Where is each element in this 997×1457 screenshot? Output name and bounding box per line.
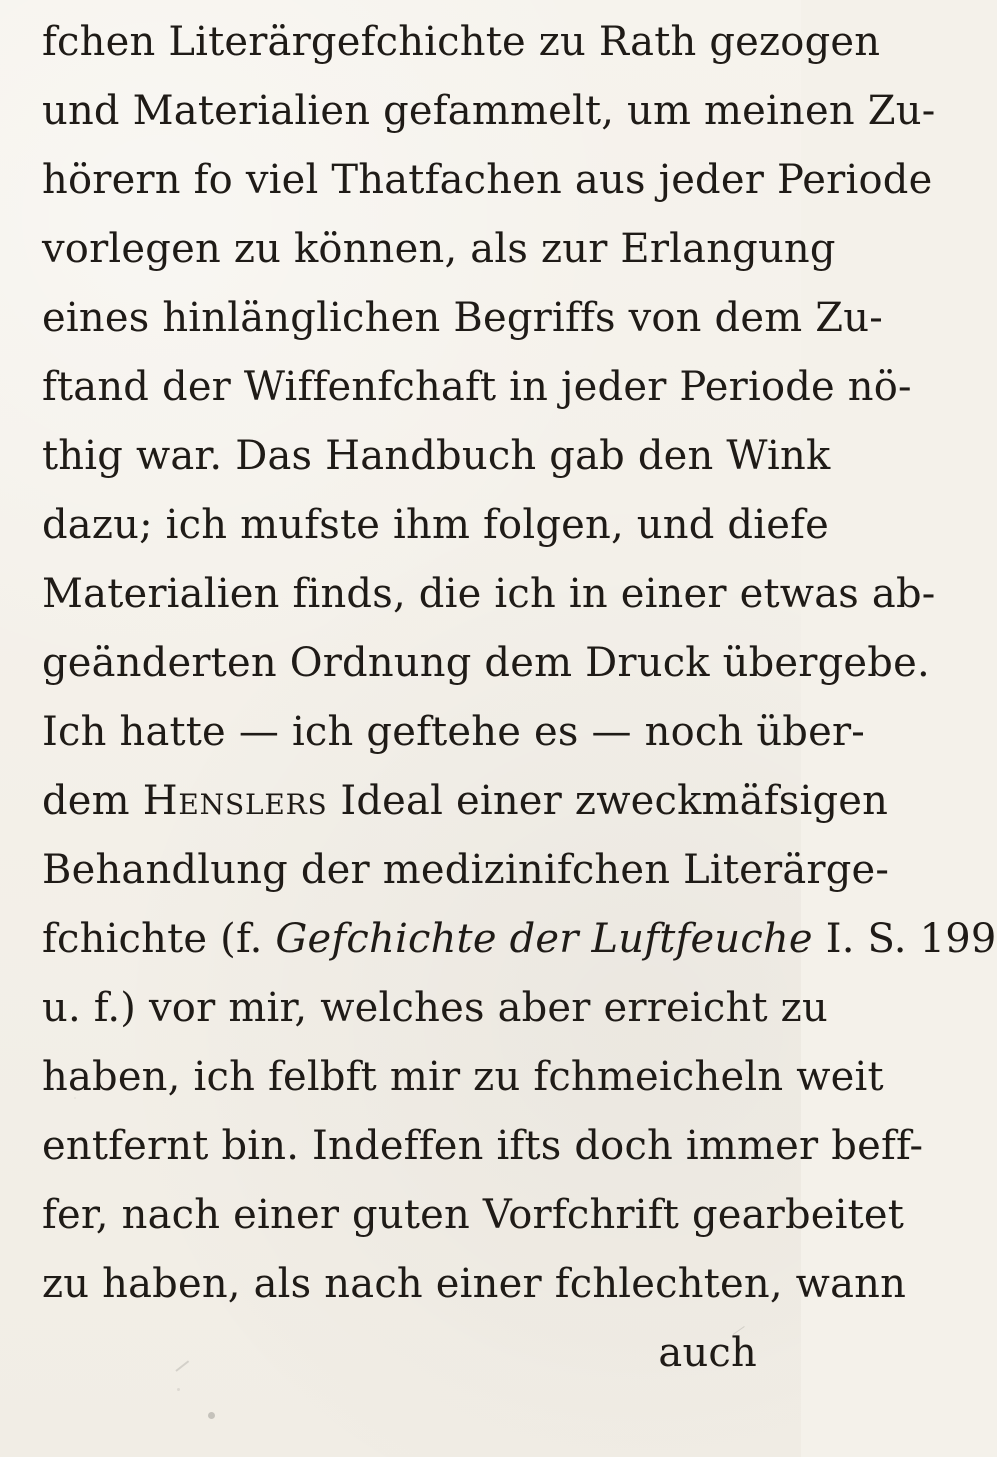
text-line-7: thig war. Das Handbuch gab den Wink bbox=[42, 433, 831, 479]
text-line-4: vorlegen zu können, als zur Erlangung bbox=[42, 226, 836, 272]
text-line-12-before: dem bbox=[42, 778, 143, 824]
text-line-18: fer, nach einer guten Vorfchrift gearbeitet bbox=[42, 1192, 905, 1238]
text-line-12-after: Ideal einer zweckmäfsigen bbox=[327, 778, 889, 824]
paper-speck bbox=[595, 1265, 598, 1268]
text-line-14-before: fchichte (f. bbox=[42, 916, 276, 962]
text-line-19: zu haben, als nach einer fchlechten, wann bbox=[42, 1261, 907, 1307]
text-line-14 bbox=[42, 905, 997, 974]
text-line-1: fchen Literärgefchichte zu Rath gezogen bbox=[42, 19, 881, 65]
text-line-16: haben, ich felbft mir zu fchmeicheln weit bbox=[42, 1054, 884, 1100]
text-line-14-after: I. S. 199 bbox=[812, 916, 997, 962]
text-line-8: dazu; ich mufste ihm folgen, und diefe bbox=[42, 502, 829, 548]
text-line-6: ftand der Wiffenfchaft in jeder Periode nö- bbox=[42, 364, 912, 410]
text-line-5: eines hinlänglichen Begriffs von dem Zu- bbox=[42, 295, 883, 341]
text-line-11: Ich hatte — ich geftehe es — noch über- bbox=[42, 709, 866, 755]
catchword: auch bbox=[658, 1330, 757, 1376]
page-text-block bbox=[42, 8, 997, 1388]
text-line-12-author-name: Henslers bbox=[142, 778, 328, 824]
text-line-17: entfernt bin. Indeffen ifts doch immer beff- bbox=[42, 1123, 924, 1169]
paper-speck bbox=[177, 1388, 180, 1391]
text-line-10: geänderten Ordnung dem Druck übergebe. bbox=[42, 640, 930, 686]
text-line-14-italic-title: Gefchichte der Luftfeuche bbox=[275, 916, 813, 962]
text-line-3: hörern fo viel Thatfachen aus jeder Periode bbox=[42, 157, 933, 203]
text-line-9: Materialien finds, die ich in einer etwas ab- bbox=[42, 571, 936, 617]
text-line-12 bbox=[42, 767, 889, 836]
text-line-15: u. f.) vor mir, welches aber erreicht zu bbox=[42, 985, 828, 1031]
text-line-13: Behandlung der medizinifchen Literärge- bbox=[42, 847, 890, 893]
paper-speck bbox=[74, 1097, 76, 1099]
paper-speck bbox=[208, 1412, 215, 1419]
text-line-2: und Materialien gefammelt, um meinen Zu- bbox=[42, 88, 936, 134]
